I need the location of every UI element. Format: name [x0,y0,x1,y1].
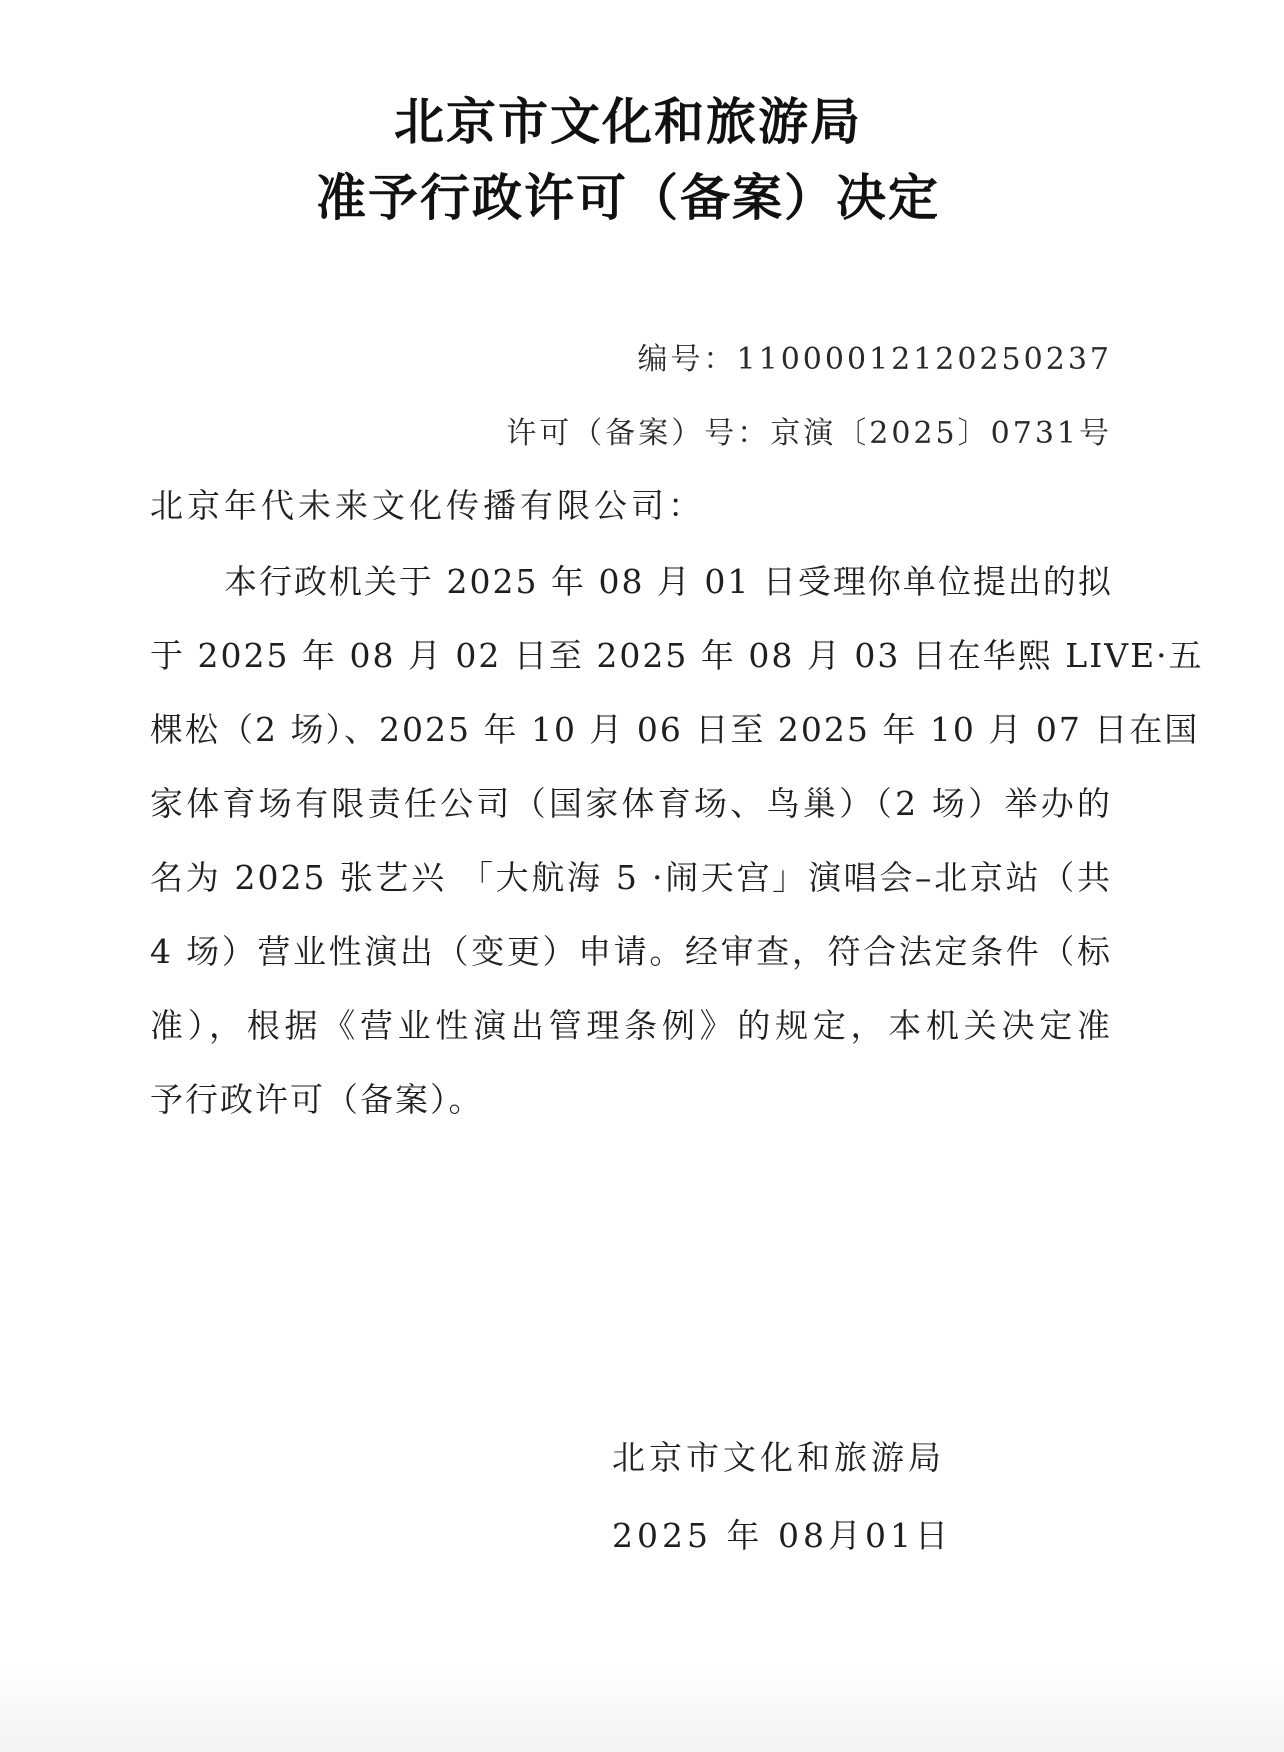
signature-organization: 北京市文化和旅游局 [612,1438,945,1477]
page-bottom-shade [0,1662,1284,1752]
body-line: 于 2025 年 08 月 02 日至 2025 年 08 月 03 日在华熙 LIVE·五 [150,636,1204,675]
body-line: 准），根据《营业性演出管理条例》的规定，本机关决定准 [150,1006,1112,1045]
body-line: 4 场）营业性演出（变更）申请。经审查，符合法定条件（标 [150,932,1112,971]
serial-number: 编号：11000012120250237 [637,342,1112,377]
body-line: 家体育场有限责任公司（国家体育场、鸟巢）（2 场）举办的 [150,784,1112,823]
signature-date: 2025 年 08月01日 [612,1516,952,1555]
body-line: 名为 2025 张艺兴 「大航海 5 ·闹天宫」演唱会–北京站（共 [150,858,1112,897]
addressee: 北京年代未来文化传播有限公司： [150,486,705,525]
body-line: 棵松（2 场）、2025 年 10 月 06 日至 2025 年 10 月 07 日在国 [150,710,1200,749]
document-title-line-2: 准予行政许可（备案）决定 [316,168,940,227]
document-title-line-1: 北京市文化和旅游局 [394,92,862,151]
body-line: 予行政许可（备案）。 [150,1080,484,1119]
body-line: 本行政机关于 2025 年 08 月 01 日受理你单位提出的拟 [224,562,1113,601]
permit-number: 许可（备案）号：京演〔2025〕0731号 [506,416,1112,451]
